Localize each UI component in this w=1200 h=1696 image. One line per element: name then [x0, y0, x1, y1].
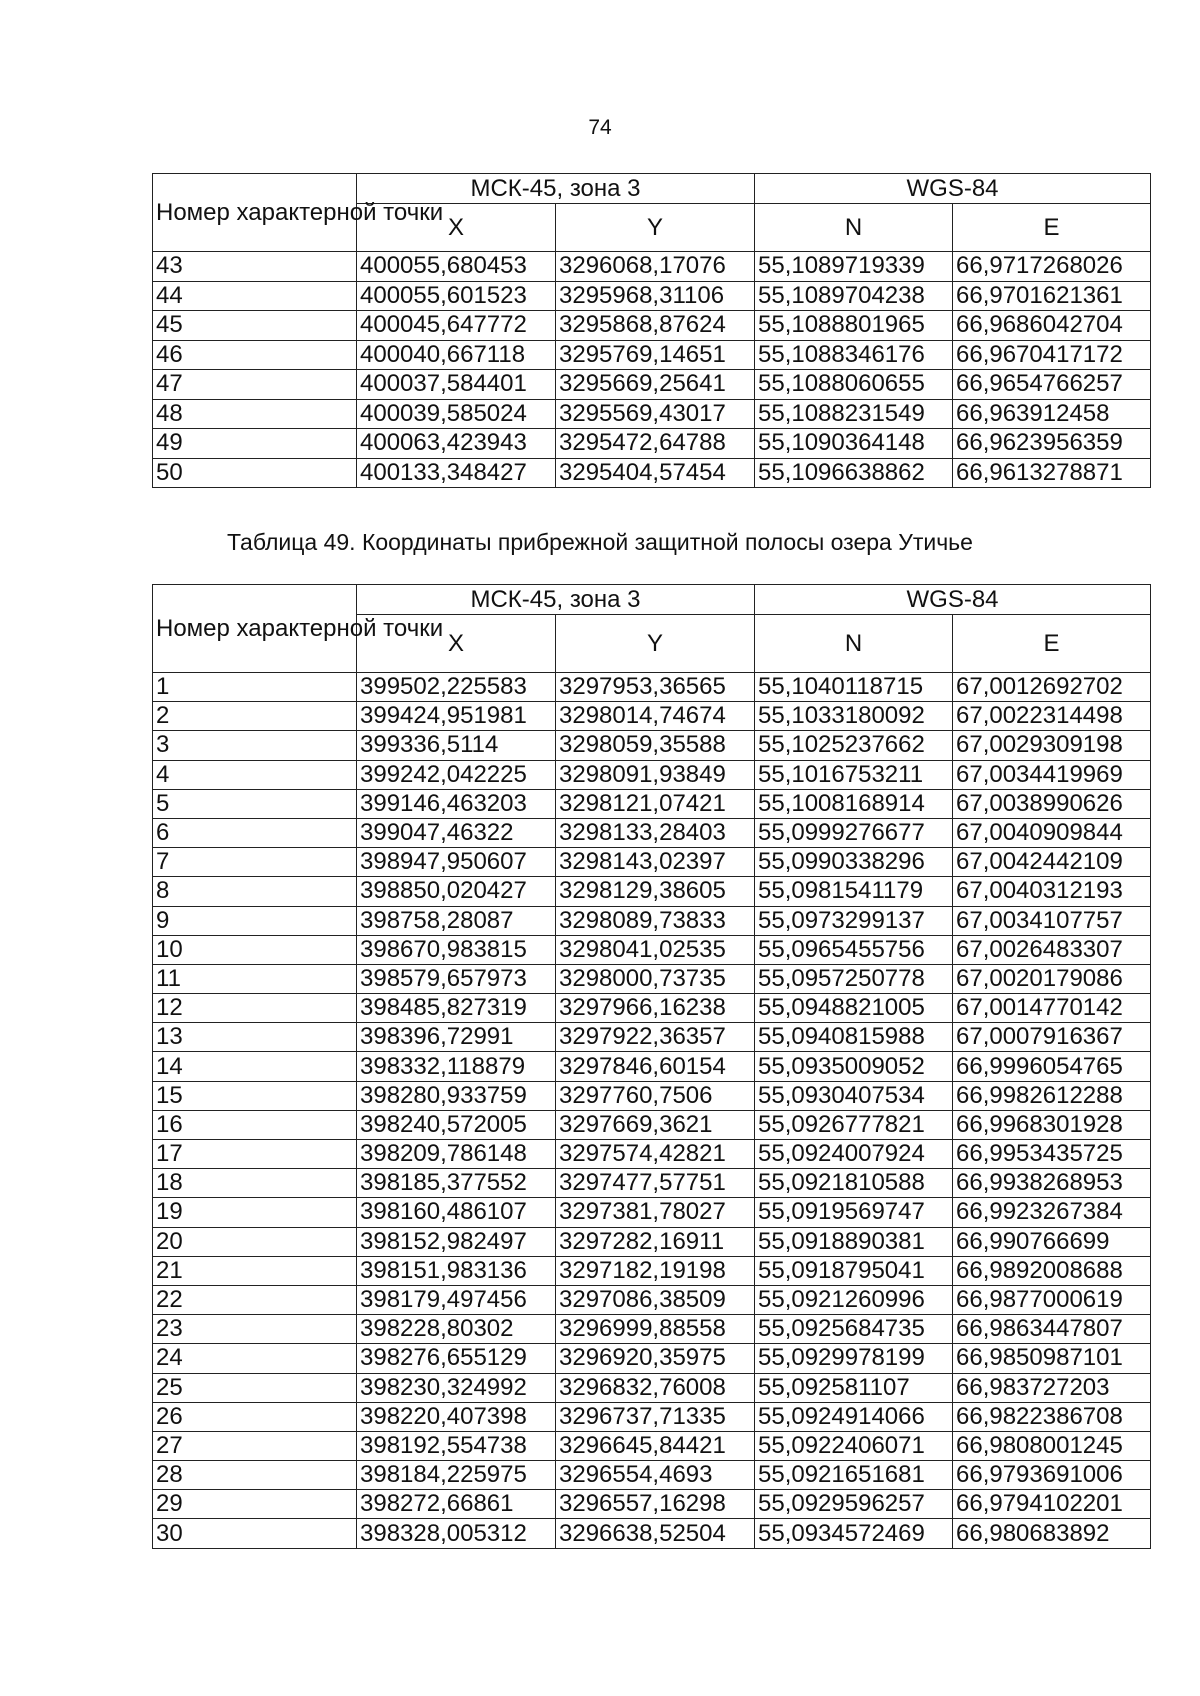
coordinates-table-49: [152, 584, 1151, 1549]
point-number-cell: 8: [153, 877, 357, 906]
point-number-cell: 44: [153, 281, 357, 311]
e-cell: 66,9654766257: [953, 370, 1151, 400]
e-cell: 67,0034419969: [953, 760, 1151, 789]
x-cell: 400055,601523: [357, 281, 556, 311]
e-cell: 66,990766699: [953, 1227, 1151, 1256]
y-cell: 3297381,78027: [556, 1198, 755, 1227]
point-number-cell: 19: [153, 1198, 357, 1227]
x-cell: 398579,657973: [357, 964, 556, 993]
table-row: [153, 1198, 1151, 1227]
e-cell: 66,9850987101: [953, 1344, 1151, 1373]
header-point-number: Номер характерной точки: [153, 174, 357, 252]
x-cell: 400040,667118: [357, 340, 556, 370]
e-cell: 67,0040909844: [953, 818, 1151, 847]
y-cell: 3296554,4693: [556, 1461, 755, 1490]
table-row: [153, 1081, 1151, 1110]
x-cell: 399424,951981: [357, 702, 556, 731]
table-caption: Таблица 49. Координаты прибрежной защитной полосы озера Утичье: [227, 529, 973, 555]
table-row: [153, 673, 1151, 702]
header-msk: МСК-45, зона 3: [357, 585, 755, 615]
n-cell: 55,0922406071: [755, 1431, 953, 1460]
y-cell: 3296068,17076: [556, 252, 755, 282]
header-y: Y: [556, 204, 755, 252]
n-cell: 55,1089704238: [755, 281, 953, 311]
y-cell: 3298091,93849: [556, 760, 755, 789]
table-row: [153, 1052, 1151, 1081]
n-cell: 55,0921651681: [755, 1461, 953, 1490]
x-cell: 399336,5114: [357, 731, 556, 760]
y-cell: 3297953,36565: [556, 673, 755, 702]
page-number: 74: [588, 116, 612, 139]
n-cell: 55,1088231549: [755, 399, 953, 429]
x-cell: 398185,377552: [357, 1169, 556, 1198]
x-cell: 398192,554738: [357, 1431, 556, 1460]
n-cell: 55,0930407534: [755, 1081, 953, 1110]
header-y: Y: [556, 615, 755, 673]
y-cell: 3295404,57454: [556, 458, 755, 488]
e-cell: 66,9808001245: [953, 1431, 1151, 1460]
x-cell: 399146,463203: [357, 789, 556, 818]
header-n: N: [755, 615, 953, 673]
y-cell: 3296638,52504: [556, 1519, 755, 1548]
y-cell: 3295968,31106: [556, 281, 755, 311]
e-cell: 67,0029309198: [953, 731, 1151, 760]
table-row: [153, 1110, 1151, 1139]
e-cell: 66,9793691006: [953, 1461, 1151, 1490]
point-number-cell: 47: [153, 370, 357, 400]
y-cell: 3297922,36357: [556, 1023, 755, 1052]
y-cell: 3295769,14651: [556, 340, 755, 370]
table-row: [153, 760, 1151, 789]
point-number-cell: 48: [153, 399, 357, 429]
e-cell: 66,980683892: [953, 1519, 1151, 1548]
e-cell: 66,9982612288: [953, 1081, 1151, 1110]
n-cell: 55,0918890381: [755, 1227, 953, 1256]
point-number-cell: 12: [153, 994, 357, 1023]
e-cell: 66,9923267384: [953, 1198, 1151, 1227]
e-cell: 66,9623956359: [953, 429, 1151, 459]
coordinates-table-continued: [152, 173, 1151, 488]
point-number-cell: 50: [153, 458, 357, 488]
y-cell: 3298014,74674: [556, 702, 755, 731]
e-cell: 66,9822386708: [953, 1402, 1151, 1431]
table-row: [153, 1256, 1151, 1285]
x-cell: 398179,497456: [357, 1285, 556, 1314]
n-cell: 55,0919569747: [755, 1198, 953, 1227]
e-cell: 66,9938268953: [953, 1169, 1151, 1198]
point-number-cell: 13: [153, 1023, 357, 1052]
x-cell: 398160,486107: [357, 1198, 556, 1227]
x-cell: 398280,933759: [357, 1081, 556, 1110]
table-row: [153, 1227, 1151, 1256]
point-number-cell: 20: [153, 1227, 357, 1256]
x-cell: 398670,983815: [357, 935, 556, 964]
x-cell: 398396,72991: [357, 1023, 556, 1052]
point-number-cell: 15: [153, 1081, 357, 1110]
e-cell: 67,0038990626: [953, 789, 1151, 818]
e-cell: 66,9892008688: [953, 1256, 1151, 1285]
point-number-cell: 7: [153, 848, 357, 877]
point-number-cell: 1: [153, 673, 357, 702]
e-cell: 67,0042442109: [953, 848, 1151, 877]
x-cell: 398947,950607: [357, 848, 556, 877]
header-n: N: [755, 204, 953, 252]
point-number-cell: 6: [153, 818, 357, 847]
point-number-cell: 11: [153, 964, 357, 993]
table-row: [153, 429, 1151, 459]
y-cell: 3295569,43017: [556, 399, 755, 429]
table-row: [153, 1519, 1151, 1548]
y-cell: 3297669,3621: [556, 1110, 755, 1139]
table-row: [153, 1169, 1151, 1198]
e-cell: 67,0022314498: [953, 702, 1151, 731]
n-cell: 55,1025237662: [755, 731, 953, 760]
x-cell: 398328,005312: [357, 1519, 556, 1548]
e-cell: 66,9996054765: [953, 1052, 1151, 1081]
e-cell: 66,9863447807: [953, 1315, 1151, 1344]
x-cell: 398228,80302: [357, 1315, 556, 1344]
e-cell: 67,0040312193: [953, 877, 1151, 906]
table-row: [153, 1402, 1151, 1431]
n-cell: 55,1016753211: [755, 760, 953, 789]
x-cell: 398272,66861: [357, 1490, 556, 1519]
point-number-cell: 22: [153, 1285, 357, 1314]
header-x: X: [357, 204, 556, 252]
table-row: [153, 848, 1151, 877]
table-row: [153, 458, 1151, 488]
e-cell: 66,9701621361: [953, 281, 1151, 311]
e-cell: 66,9953435725: [953, 1140, 1151, 1169]
y-cell: 3297760,7506: [556, 1081, 755, 1110]
y-cell: 3296645,84421: [556, 1431, 755, 1460]
n-cell: 55,1040118715: [755, 673, 953, 702]
x-cell: 398485,827319: [357, 994, 556, 1023]
y-cell: 3297966,16238: [556, 994, 755, 1023]
n-cell: 55,0973299137: [755, 906, 953, 935]
x-cell: 398184,225975: [357, 1461, 556, 1490]
table-row: [153, 1023, 1151, 1052]
e-cell: 67,0007916367: [953, 1023, 1151, 1052]
table-row: [153, 877, 1151, 906]
table-row: [153, 281, 1151, 311]
y-cell: 3296737,71335: [556, 1402, 755, 1431]
point-number-cell: 26: [153, 1402, 357, 1431]
point-number-cell: 9: [153, 906, 357, 935]
n-cell: 55,092581107: [755, 1373, 953, 1402]
y-cell: 3297086,38509: [556, 1285, 755, 1314]
point-number-cell: 45: [153, 311, 357, 341]
n-cell: 55,0926777821: [755, 1110, 953, 1139]
x-cell: 399502,225583: [357, 673, 556, 702]
y-cell: 3295868,87624: [556, 311, 755, 341]
x-cell: 398152,982497: [357, 1227, 556, 1256]
table-row: [153, 1140, 1151, 1169]
header-wgs: WGS-84: [755, 585, 1151, 615]
n-cell: 55,0981541179: [755, 877, 953, 906]
table-row: [153, 702, 1151, 731]
table-row: [153, 1431, 1151, 1460]
n-cell: 55,0921260996: [755, 1285, 953, 1314]
x-cell: 398276,655129: [357, 1344, 556, 1373]
y-cell: 3298041,02535: [556, 935, 755, 964]
e-cell: 67,0012692702: [953, 673, 1151, 702]
table-row: [153, 935, 1151, 964]
n-cell: 55,0934572469: [755, 1519, 953, 1548]
x-cell: 398758,28087: [357, 906, 556, 935]
point-number-cell: 24: [153, 1344, 357, 1373]
x-cell: 398240,572005: [357, 1110, 556, 1139]
y-cell: 3295669,25641: [556, 370, 755, 400]
y-cell: 3296999,88558: [556, 1315, 755, 1344]
y-cell: 3298000,73735: [556, 964, 755, 993]
x-cell: 400133,348427: [357, 458, 556, 488]
table-row: [153, 340, 1151, 370]
e-cell: 66,9717268026: [953, 252, 1151, 282]
y-cell: 3297182,19198: [556, 1256, 755, 1285]
point-number-cell: 23: [153, 1315, 357, 1344]
x-cell: 400063,423943: [357, 429, 556, 459]
y-cell: 3297574,42821: [556, 1140, 755, 1169]
table-row: [153, 906, 1151, 935]
table-row: [153, 994, 1151, 1023]
table-row: [153, 964, 1151, 993]
point-number-cell: 43: [153, 252, 357, 282]
table-row: [153, 370, 1151, 400]
e-cell: 66,983727203: [953, 1373, 1151, 1402]
header-point-number: Номер характерной точки: [153, 585, 357, 673]
point-number-cell: 21: [153, 1256, 357, 1285]
table-row: [153, 311, 1151, 341]
n-cell: 55,1033180092: [755, 702, 953, 731]
n-cell: 55,0918795041: [755, 1256, 953, 1285]
x-cell: 400055,680453: [357, 252, 556, 282]
y-cell: 3297846,60154: [556, 1052, 755, 1081]
y-cell: 3298121,07421: [556, 789, 755, 818]
table-row: [153, 252, 1151, 282]
n-cell: 55,0935009052: [755, 1052, 953, 1081]
point-number-cell: 14: [153, 1052, 357, 1081]
e-cell: 67,0014770142: [953, 994, 1151, 1023]
n-cell: 55,0929978199: [755, 1344, 953, 1373]
x-cell: 400039,585024: [357, 399, 556, 429]
table-row: [153, 731, 1151, 760]
table-row: [153, 399, 1151, 429]
point-number-cell: 5: [153, 789, 357, 818]
e-cell: 66,9613278871: [953, 458, 1151, 488]
table-row: [153, 1344, 1151, 1373]
n-cell: 55,1096638862: [755, 458, 953, 488]
n-cell: 55,1088801965: [755, 311, 953, 341]
n-cell: 55,1089719339: [755, 252, 953, 282]
y-cell: 3296557,16298: [556, 1490, 755, 1519]
y-cell: 3298129,38605: [556, 877, 755, 906]
n-cell: 55,0924007924: [755, 1140, 953, 1169]
header-x: X: [357, 615, 556, 673]
table-row: [153, 1315, 1151, 1344]
table-row: [153, 1285, 1151, 1314]
point-number-cell: 2: [153, 702, 357, 731]
point-number-cell: 4: [153, 760, 357, 789]
x-cell: 398332,118879: [357, 1052, 556, 1081]
e-cell: 67,0034107757: [953, 906, 1151, 935]
y-cell: 3298143,02397: [556, 848, 755, 877]
x-cell: 398220,407398: [357, 1402, 556, 1431]
x-cell: 398209,786148: [357, 1140, 556, 1169]
n-cell: 55,1088060655: [755, 370, 953, 400]
x-cell: 400037,584401: [357, 370, 556, 400]
y-cell: 3297477,57751: [556, 1169, 755, 1198]
point-number-cell: 10: [153, 935, 357, 964]
n-cell: 55,0921810588: [755, 1169, 953, 1198]
n-cell: 55,1008168914: [755, 789, 953, 818]
n-cell: 55,0925684735: [755, 1315, 953, 1344]
y-cell: 3296920,35975: [556, 1344, 755, 1373]
y-cell: 3298089,73833: [556, 906, 755, 935]
n-cell: 55,0948821005: [755, 994, 953, 1023]
point-number-cell: 17: [153, 1140, 357, 1169]
table-row: [153, 1461, 1151, 1490]
header-e: E: [953, 615, 1151, 673]
x-cell: 399242,042225: [357, 760, 556, 789]
e-cell: 66,963912458: [953, 399, 1151, 429]
e-cell: 66,9794102201: [953, 1490, 1151, 1519]
table-row: [153, 818, 1151, 847]
point-number-cell: 25: [153, 1373, 357, 1402]
point-number-cell: 29: [153, 1490, 357, 1519]
header-e: E: [953, 204, 1151, 252]
x-cell: 398230,324992: [357, 1373, 556, 1402]
e-cell: 66,9670417172: [953, 340, 1151, 370]
point-number-cell: 16: [153, 1110, 357, 1139]
table-row: [153, 1373, 1151, 1402]
point-number-cell: 3: [153, 731, 357, 760]
e-cell: 67,0020179086: [953, 964, 1151, 993]
n-cell: 55,0990338296: [755, 848, 953, 877]
y-cell: 3298133,28403: [556, 818, 755, 847]
table-row: [153, 789, 1151, 818]
x-cell: 398850,020427: [357, 877, 556, 906]
x-cell: 399047,46322: [357, 818, 556, 847]
point-number-cell: 27: [153, 1431, 357, 1460]
e-cell: 66,9877000619: [953, 1285, 1151, 1314]
n-cell: 55,0999276677: [755, 818, 953, 847]
point-number-cell: 18: [153, 1169, 357, 1198]
header-msk: МСК-45, зона 3: [357, 174, 755, 204]
point-number-cell: 46: [153, 340, 357, 370]
y-cell: 3298059,35588: [556, 731, 755, 760]
n-cell: 55,0929596257: [755, 1490, 953, 1519]
n-cell: 55,1088346176: [755, 340, 953, 370]
n-cell: 55,0965455756: [755, 935, 953, 964]
y-cell: 3297282,16911: [556, 1227, 755, 1256]
n-cell: 55,0940815988: [755, 1023, 953, 1052]
e-cell: 66,9968301928: [953, 1110, 1151, 1139]
e-cell: 67,0026483307: [953, 935, 1151, 964]
header-wgs: WGS-84: [755, 174, 1151, 204]
x-cell: 400045,647772: [357, 311, 556, 341]
n-cell: 55,0924914066: [755, 1402, 953, 1431]
n-cell: 55,1090364148: [755, 429, 953, 459]
point-number-cell: 49: [153, 429, 357, 459]
e-cell: 66,9686042704: [953, 311, 1151, 341]
table-row: [153, 1490, 1151, 1519]
point-number-cell: 30: [153, 1519, 357, 1548]
n-cell: 55,0957250778: [755, 964, 953, 993]
point-number-cell: 28: [153, 1461, 357, 1490]
x-cell: 398151,983136: [357, 1256, 556, 1285]
y-cell: 3295472,64788: [556, 429, 755, 459]
y-cell: 3296832,76008: [556, 1373, 755, 1402]
